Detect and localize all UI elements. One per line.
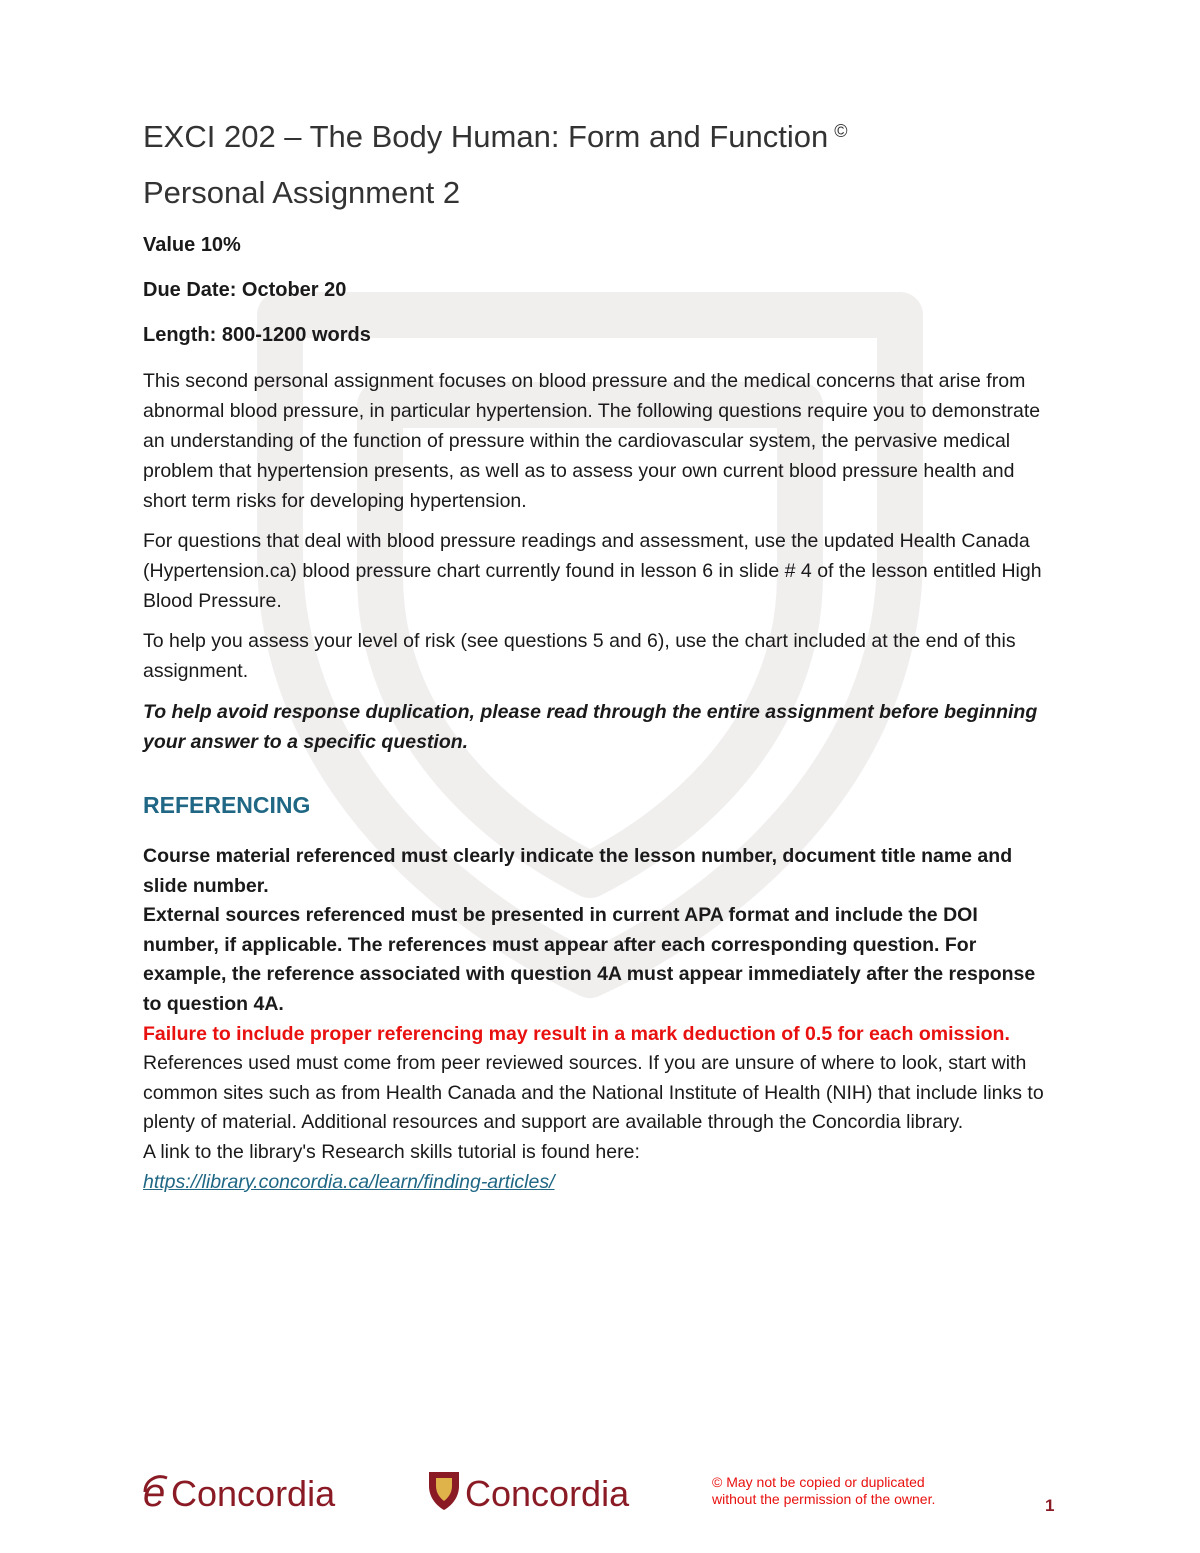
page-number: 1 [1045,1496,1055,1515]
peer-review-note: References used must come from peer reviewed sources. If you are unsure of where to look, start with common sites such as from Health Canada and the National Institute of Health (NIH) that include links to plenty of material. Additional resources and support are available through the Concordia library. [143,1052,1044,1134]
intro-paragraph: This second personal assignment focuses on blood pressure and the medical concerns that arise from abnormal blood pressure, in particular hypertension. The following questions require you to demonstrate an understanding of the function of pressure within the cardiovascular system, the pervasive medical problem that hypertension presents, as well as to assess your own current blood pressure health and short term risks for developing hypertension. [143,370,1041,512]
assignment-title: Personal Assignment 2 [143,175,461,210]
library-tutorial-link[interactable]: https://library.concordia.ca/learn/finding-articles/ [143,1170,555,1193]
svg-text:Concordia: Concordia [171,1473,336,1514]
notice-line-2: without the permission of the owner. [712,1491,936,1507]
risk-chart-paragraph: To help you assess your level of risk (see questions 5 and 6), use the chart included at the end of this assignment. [143,630,1016,682]
length-requirement: Length: 800-1200 words [143,324,371,346]
copyright-notice [712,1474,935,1508]
course-title: EXCI 202 – The Body Human: Form and Function © [143,119,848,154]
library-link-intro: A link to the library's Research skills tutorial is found here: [143,1140,640,1163]
due-date: Due Date: October 20 [143,279,347,301]
concordia-logo [425,1462,665,1516]
duplication-note: To help avoid response duplication, please read through the entire assignment before beginning your answer to a specific question. [143,701,1038,753]
svg-text:e: e [143,1471,166,1515]
svg-text:Concordia: Concordia [465,1473,630,1514]
econcordia-logo [137,1462,377,1516]
course-material-rule: Course material referenced must clearly indicate the lesson number, document title name and slide number. [143,845,1013,897]
bp-chart-paragraph: For questions that deal with blood pressure readings and assessment, use the updated Health Canada (Hypertension.ca) blood pressure chart currently found in lesson 6 in slide # 4 of the lesson entitled High Blood Pressure. [143,530,1042,612]
deduction-warning: Failure to include proper referencing may result in a mark deduction of 0.5 for each omission. [143,1022,1010,1045]
notice-line-1: © May not be copied or duplicated [712,1474,925,1490]
referencing-heading: REFERENCING [143,792,311,818]
copyright-symbol: © [834,121,848,141]
external-sources-rule: External sources referenced must be presented in current APA format and include the DOI number, if applicable. The references must appear after each corresponding question. For example, the reference associated with question 4A must appear immediately after the response to question 4A. [143,904,1036,1015]
referencing-section [143,842,1053,1197]
assignment-value: Value 10% [143,234,241,256]
